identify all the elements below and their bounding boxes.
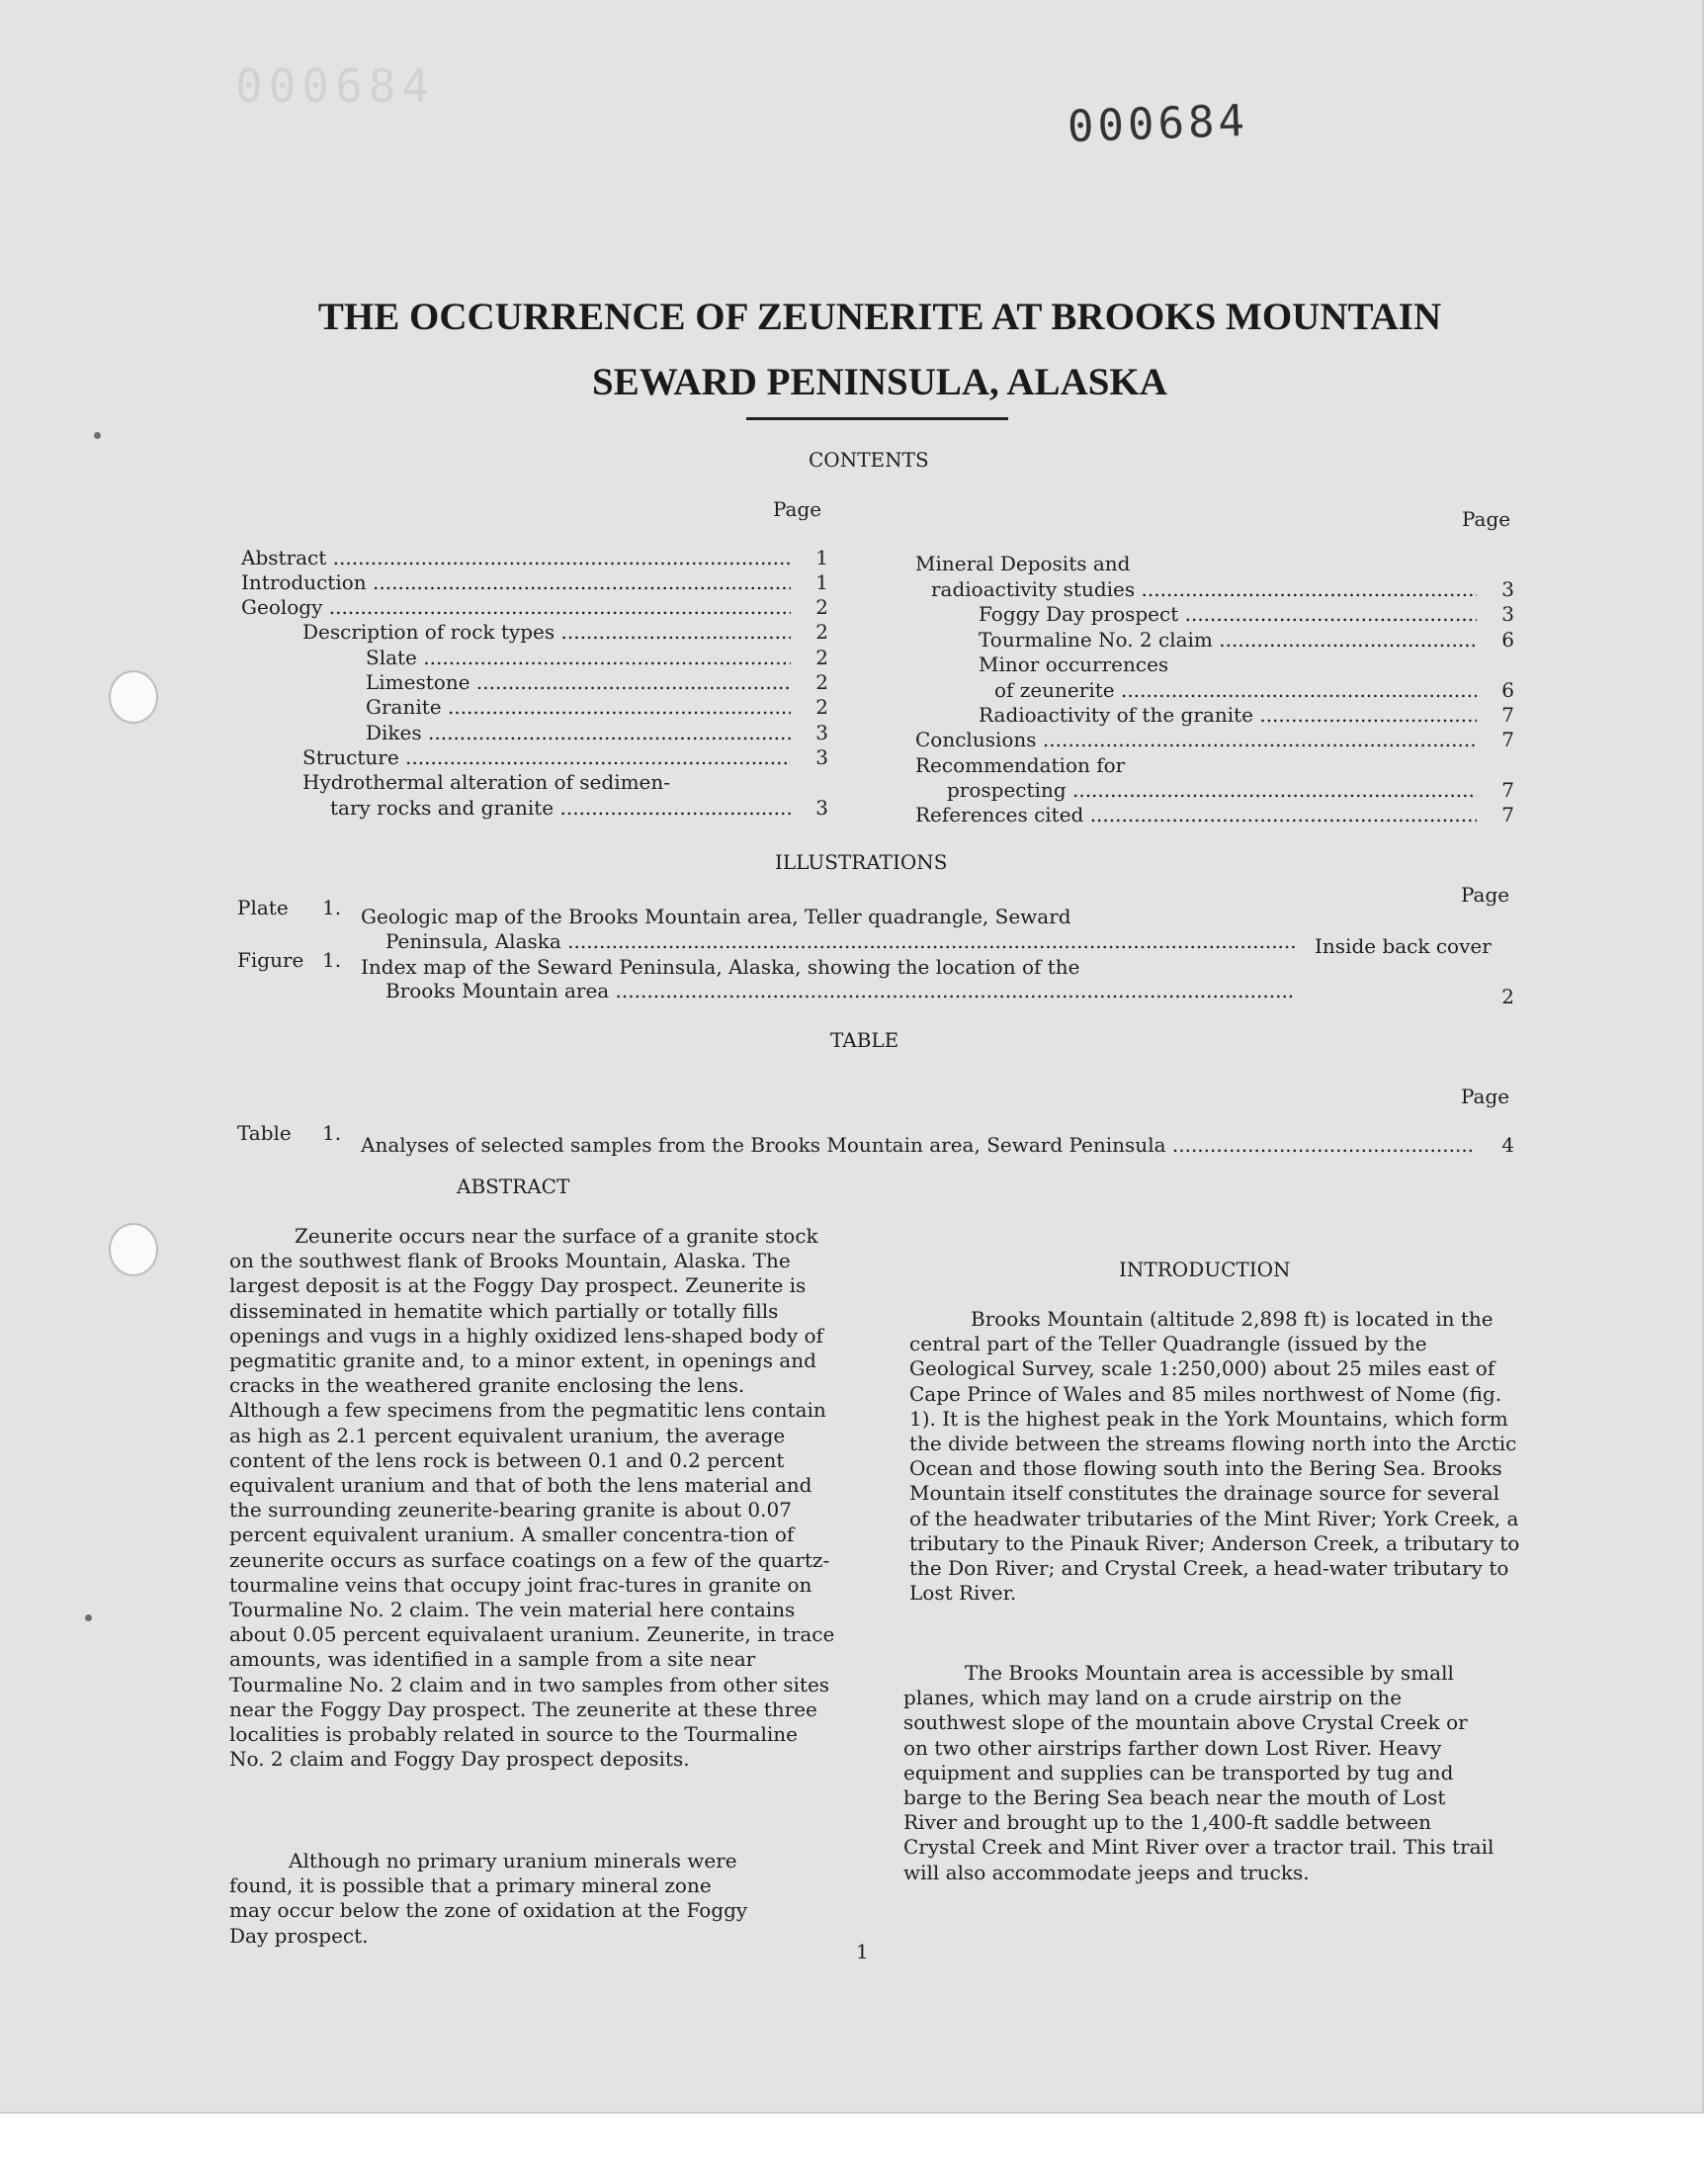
introduction-heading: INTRODUCTION (1119, 1258, 1291, 1281)
illustration-caption-cont: Peninsula, Alaska ..... (385, 929, 1295, 954)
toc-entry: Dikes ..... (366, 721, 791, 745)
abstract-heading: ABSTRACT (457, 1174, 570, 1198)
toc-entry: Mineral Deposits and (915, 552, 1131, 575)
page-label-illustrations: Page (1461, 883, 1510, 907)
toc-page: 2 (815, 646, 828, 669)
toc-page: 7 (1501, 728, 1514, 751)
toc-entry: Granite ..... (366, 695, 791, 720)
contents-heading: CONTENTS (809, 448, 929, 472)
punch-hole (109, 1223, 158, 1276)
toc-page: 1 (815, 546, 828, 569)
toc-entry: Introduction ..... (241, 570, 791, 595)
punch-hole (109, 670, 158, 724)
page-number: 1 (856, 1940, 869, 1963)
illustration-kind: Figure (237, 948, 304, 972)
toc-page: 3 (815, 796, 828, 820)
toc-entry: Geology ..... (241, 595, 791, 620)
toc-entry: radioactivity studies ..... (931, 577, 1477, 602)
title-line-1: THE OCCURRENCE OF ZEUNERITE AT BROOKS MOUNTAIN (317, 296, 1442, 338)
toc-page: 3 (1501, 577, 1514, 601)
toc-entry: Minor occurrences (979, 652, 1169, 676)
table-number: 1. (322, 1121, 342, 1145)
illustration-number: 1. (322, 948, 342, 972)
illustration-page: 2 (1501, 985, 1514, 1008)
toc-page: 7 (1501, 803, 1514, 826)
speck (94, 432, 101, 439)
illustrations-heading: ILLUSTRATIONS (775, 850, 948, 874)
table-heading: TABLE (830, 1028, 899, 1052)
table-caption: Analyses of selected samples from the Brooks Mountain area, Seward Peninsula ..... (361, 1133, 1476, 1158)
toc-entry: Foggy Day prospect ..... (979, 602, 1477, 627)
speck (85, 1614, 92, 1621)
illustration-caption: Geologic map of the Brooks Mountain area, Teller quadrangle, Seward (361, 905, 1071, 928)
toc-page: 2 (815, 620, 828, 644)
toc-page: 3 (815, 745, 828, 769)
toc-entry: References cited ..... (915, 803, 1477, 827)
toc-page: 2 (815, 695, 828, 719)
toc-page: 1 (815, 570, 828, 594)
page-label-left: Page (773, 497, 822, 521)
toc-entry: Recommendation for (915, 753, 1126, 777)
illustration-caption: Index map of the Seward Peninsula, Alaska, showing the location of the (361, 955, 1080, 979)
toc-entry: Radioactivity of the granite ..... (979, 703, 1477, 728)
toc-entry: prospecting ..... (947, 778, 1477, 803)
abstract-paragraph-2: Although no primary uranium minerals were found, it is possible that a primary mineral zone may occur below the zone of oxidation at the Foggy Day prospect. (229, 1849, 754, 1948)
toc-page: 3 (815, 721, 828, 744)
toc-page: 7 (1501, 703, 1514, 727)
illustration-page: Inside back cover (1315, 934, 1492, 958)
toc-entry: Hydrothermal alteration of sedimen- (302, 770, 671, 794)
page-label-table: Page (1461, 1085, 1510, 1108)
toc-entry: Tourmaline No. 2 claim ..... (979, 628, 1477, 652)
illustration-number: 1. (322, 896, 342, 919)
title-rule (746, 417, 1008, 420)
document-number: 000684 (1067, 95, 1249, 153)
ghost-stamp: 000684 (235, 59, 436, 113)
illustration-kind: Plate (237, 896, 289, 919)
toc-entry: Slate ..... (366, 646, 791, 670)
toc-entry: of zeunerite ..... (994, 678, 1477, 703)
introduction-paragraph: Brooks Mountain (altitude 2,898 ft) is located in the central part of the Teller Quadrangle (issued by the Geological Survey, scale 1:250,000) about 25 miles east of Cape Prince of Wales and 85 miles northwest of Nome (fig. 1). It is the highest peak in the York Mountains, which form the divide between the streams flowing north into the Arctic Ocean and those flowing south into the Bering Sea. Brooks Mountain itself constitutes the drainage source for several of the headwater tributaries of the Mint River; York Creek, a tributary to the Pinauk River; Anderson Creek, a tributary to the Don River; and Crystal Creek, a head-water tributary to Lost River. (909, 1307, 1526, 1606)
toc-page: 2 (815, 670, 828, 694)
toc-entry: Structure ..... (302, 745, 791, 770)
toc-page: 6 (1501, 678, 1514, 702)
abstract-paragraph: Zeunerite occurs near the surface of a granite stock on the southwest flank of Brooks Mountain, Alaska. The largest deposit is at the Foggy Day prospect. Zeunerite is disseminated in hematite which partially or totally fills openings and vugs in a highly oxidized lens-shaped body of pegmatitic granite and, to a minor extent, in openings and cracks in the weathered granite enclosing the lens. Although a few specimens from the pegmatitic lens contain as high as 2.1 percent equivalent uranium, the average content of the lens rock is between 0.1 and 0.2 percent equivalent uranium and that of both the lens material and the surrounding zeunerite-bearing granite is about 0.07 percent equivalent uranium. A smaller concentra-tion of zeunerite occurs as surface coatings on a few of the quartz-tourmaline veins that occupy joint frac-tures in granite on Tourmaline No. 2 claim. The vein material here contains about 0.05 percent equivalaent uranium. Zeunerite, in trace amounts, was identified in a sample from a site near Tourmaline No. 2 claim and in two samples from other sites near the Foggy Day prospect. The zeunerite at these three localities is probably related in source to the Tourmaline No. 2 claim and Foggy Day prospect deposits. (229, 1224, 841, 1772)
title-line-2: SEWARD PENINSULA, ALASKA (592, 361, 1167, 403)
toc-page: 2 (815, 595, 828, 619)
toc-entry: Limestone ..... (366, 670, 791, 695)
toc-entry: Conclusions ..... (915, 728, 1477, 752)
toc-entry: Description of rock types ..... (302, 620, 791, 645)
toc-page: 7 (1501, 778, 1514, 802)
toc-page: 6 (1501, 628, 1514, 652)
page-label-right: Page (1462, 507, 1511, 531)
table-page: 4 (1501, 1133, 1514, 1157)
toc-page: 3 (1501, 602, 1514, 626)
toc-entry: Abstract ..... (241, 546, 791, 570)
illustration-caption-cont: Brooks Mountain area ..... (385, 979, 1295, 1003)
toc-entry: tary rocks and granite ..... (330, 796, 791, 821)
table-kind: Table (237, 1121, 292, 1145)
introduction-paragraph-2: The Brooks Mountain area is accessible by small planes, which may land on a crude airstrip on the southwest slope of the mountain above Crystal Creek or on two other airstrips farther down Lost River. Heavy equipment and supplies can be transported by tug and barge to the Bering Sea beach near the mouth of Lost River and brought up to the 1,400-ft saddle between Crystal Creek and Mint River over a tractor trail. This trail will also accommodate jeeps and trucks. (903, 1661, 1500, 1884)
